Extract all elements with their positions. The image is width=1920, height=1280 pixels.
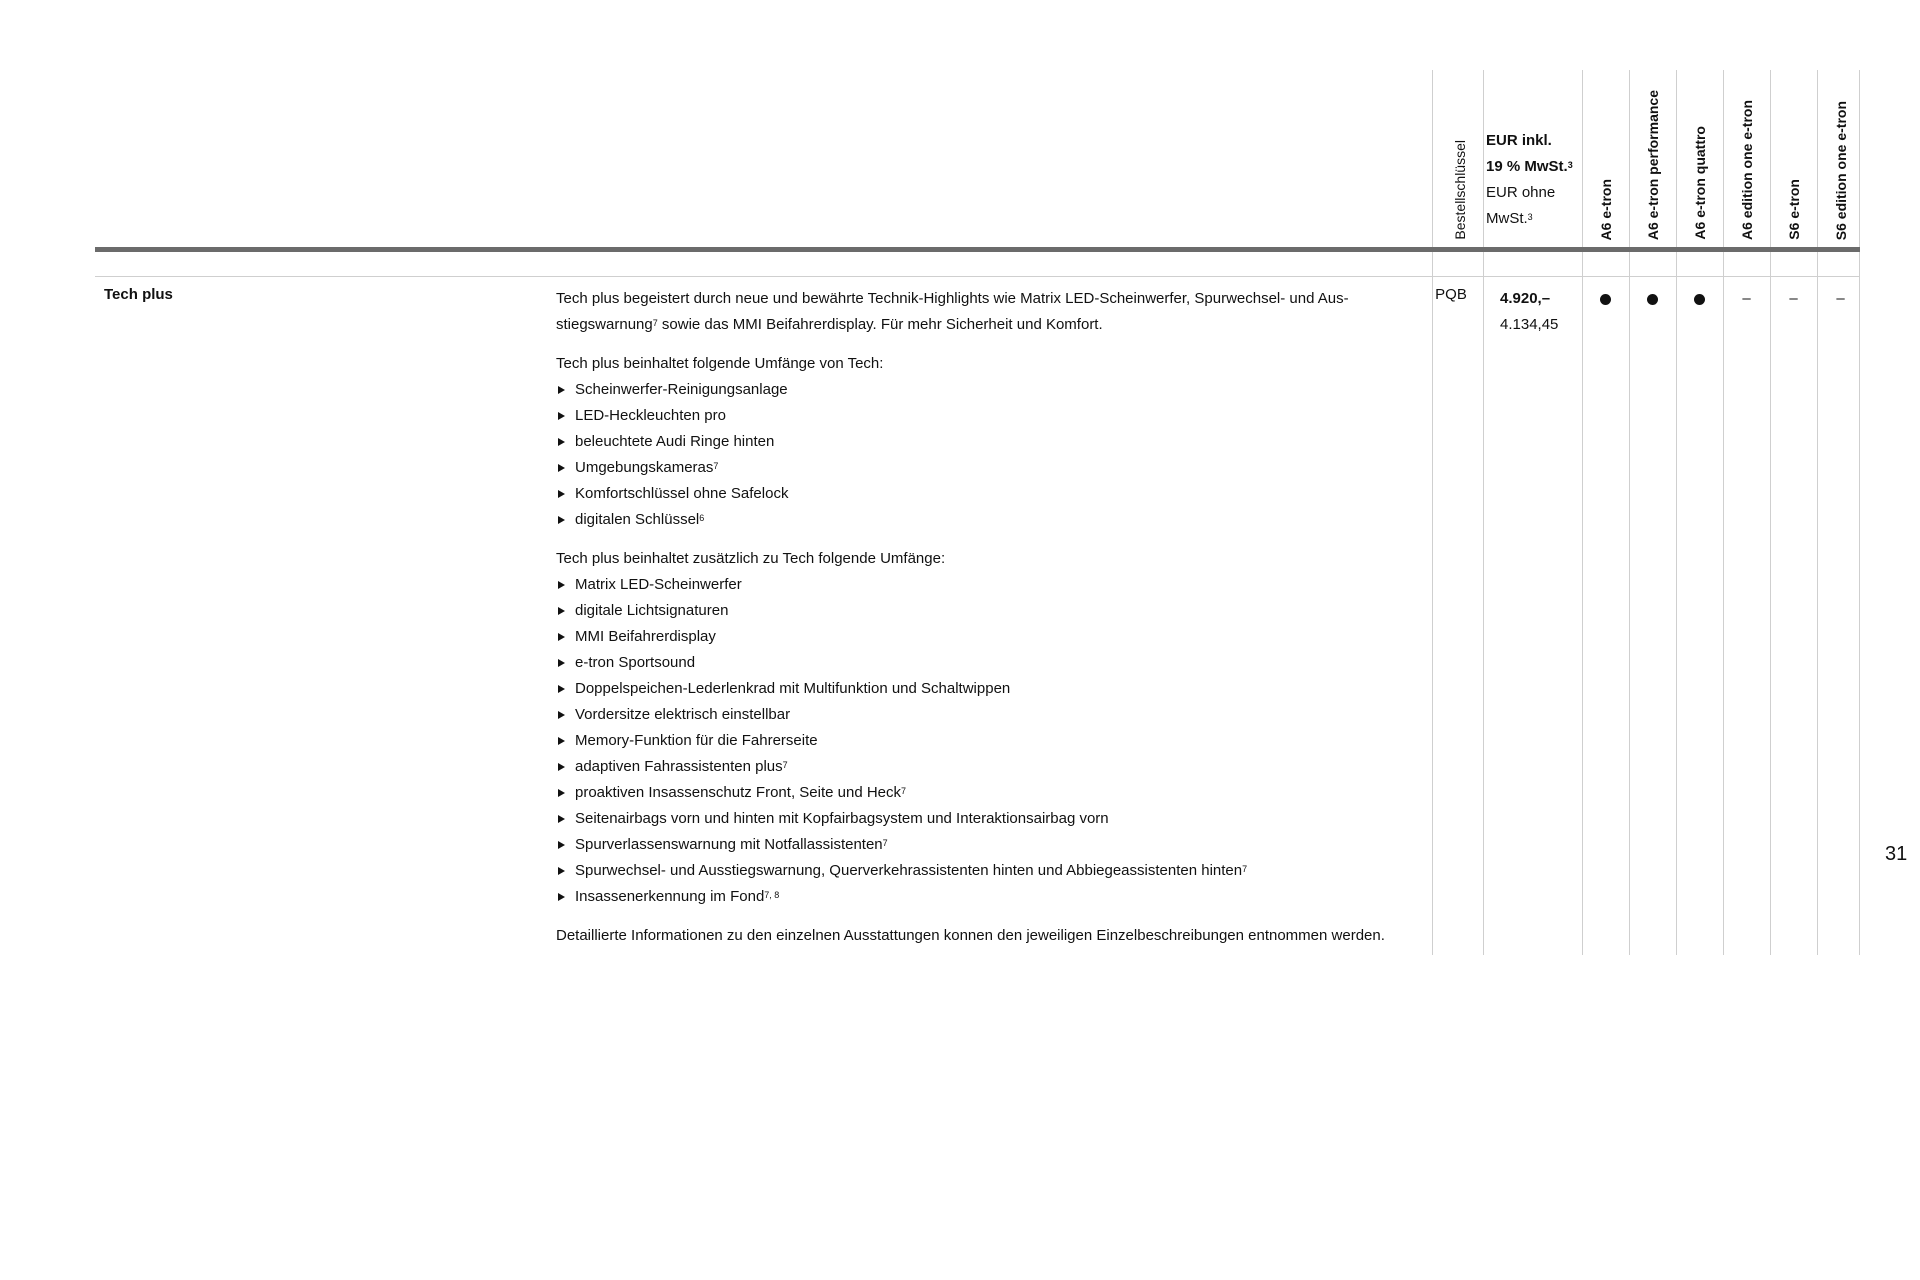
list-item: Spurverlassenswarnung mit Notfallassistenten$^7$ <box>556 832 1426 858</box>
standard-equipment-dot <box>1647 294 1658 305</box>
availability-a6-e-tron <box>1582 286 1629 312</box>
list-item: Vordersitze elektrisch einstellbar <box>556 702 1426 728</box>
list-item: Matrix LED-Scheinwerfer <box>556 572 1426 598</box>
header-price: EUR inkl. 19 % MwSt.$^3$ EUR ohne MwSt.$^3$ <box>1486 132 1573 227</box>
list-item: Insassenerkennung im Fond$^{7, 8}$ <box>556 884 1426 910</box>
header-order-key: Bestellschlüssel <box>1451 140 1468 240</box>
list-item: Spurwechsel- und Ausstiegswarnung, Querverkehrassistenten hinten und Abbiegeassistenten hinten$^7$ <box>556 858 1426 884</box>
availability-s6-edition-one: – <box>1836 290 1845 307</box>
list-item: Doppelspeichen-Lederlenkrad mit Multifunktion und Schaltwippen <box>556 676 1426 702</box>
list1 <box>556 377 1426 533</box>
list-item: Scheinwerfer-Reinigungsanlage <box>556 377 1426 403</box>
footer-note: Detaillierte Informationen zu den einzelnen Ausstattungen konnen den jeweiligen Einzelbeschreibungen entnommen werden. <box>556 927 1385 944</box>
list-item: digitale Lichtsignaturen <box>556 598 1426 624</box>
list-item: e-tron Sportsound <box>556 650 1426 676</box>
page-number: 31 <box>1885 843 1908 865</box>
column-divider <box>1483 70 1484 955</box>
list-item: LED-Heckleuchten pro <box>556 403 1426 429</box>
order-code: PQB <box>1435 286 1467 303</box>
list-item: adaptiven Fahrassistenten plus$^7$ <box>556 754 1426 780</box>
list-item: MMI Beifahrerdisplay <box>556 624 1426 650</box>
header-model-s6-edition-one: S6 edition one e-tron <box>1832 100 1849 240</box>
list1-heading: Tech plus beinhaltet folgende Umfänge von Tech: <box>556 355 884 372</box>
list-item: Memory-Funktion für die Fahrerseite <box>556 728 1426 754</box>
header-model-a6-e-tron-performance: A6 e-tron performance <box>1644 89 1661 240</box>
list-item: Umgebungskameras$^7$ <box>556 455 1426 481</box>
list-item: Komfortschlüssel ohne Safelock <box>556 481 1426 507</box>
row-description <box>556 286 1426 949</box>
header-model-a6-e-tron: A6 e-tron <box>1597 178 1614 240</box>
row-price <box>1500 286 1558 338</box>
list-item: proaktiven Insassenschutz Front, Seite und Heck$^7$ <box>556 780 1426 806</box>
header-model-a6-e-tron-quattro: A6 e-tron quattro <box>1691 126 1708 240</box>
standard-equipment-dot <box>1694 294 1705 305</box>
column-divider <box>1432 70 1433 955</box>
row-title: Tech plus <box>104 286 173 303</box>
header-rule <box>95 247 1860 252</box>
availability-a6-edition-one: – <box>1742 290 1751 307</box>
list2-heading: Tech plus beinhaltet zusätzlich zu Tech folgende Umfänge: <box>556 550 946 567</box>
list-item: digitalen Schlüssel$^6$ <box>556 507 1426 533</box>
list-item: Seitenairbags vorn und hinten mit Kopfairbagsystem und Interaktionsairbag vorn <box>556 806 1426 832</box>
availability-a6-e-tron-quattro <box>1676 286 1723 312</box>
availability-a6-e-tron-performance <box>1629 286 1676 312</box>
header-model-a6-edition-one: A6 edition one e-tron <box>1738 100 1755 240</box>
availability-s6-e-tron: – <box>1789 290 1798 307</box>
list-item: beleuchtete Audi Ringe hinten <box>556 429 1426 455</box>
price-excl-vat: 4.134,45 <box>1500 316 1559 333</box>
standard-equipment-dot <box>1600 294 1611 305</box>
header-model-s6-e-tron: S6 e-tron <box>1785 179 1802 240</box>
row-top-rule <box>95 276 1860 277</box>
price-incl-vat: 4.920,– <box>1500 290 1551 307</box>
intro-text: Tech plus begeistert durch neue und bewährte Technik-Highlights wie Matrix LED-Scheinwerfer, Spurwechsel- und Aus- stiegswarnung$^7$ sowie das MMI Beifahrerdisplay. Für mehr Sicherheit und Komfort. <box>556 290 1349 333</box>
list2 <box>556 572 1426 910</box>
